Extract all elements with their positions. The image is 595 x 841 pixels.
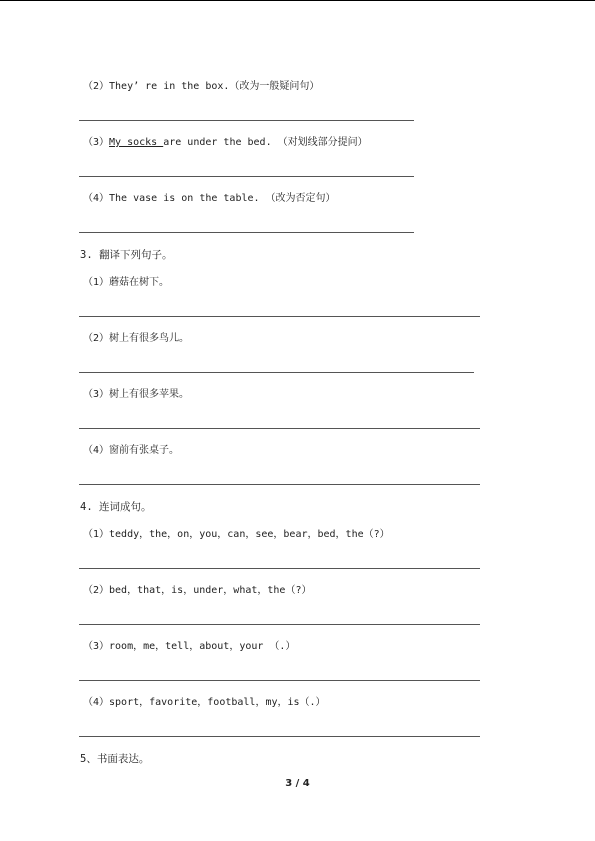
section-5-heading: 5、书面表达。 <box>80 753 150 765</box>
answer-line <box>79 232 414 233</box>
question-4-4: （4）sport，favorite，football，my，is（.） <box>83 697 326 708</box>
answer-line <box>79 176 414 177</box>
answer-line <box>79 484 480 485</box>
answer-line <box>79 624 480 625</box>
section-3-heading: 3. 翻译下列句子。 <box>80 249 173 261</box>
underlined-phrase: My socks <box>109 137 164 148</box>
page-number: 3 / 4 <box>285 778 310 789</box>
answer-line <box>79 120 414 121</box>
question-3-3: （3）树上有很多苹果。 <box>83 389 190 400</box>
question-3-1: （1）蘑菇在树下。 <box>83 277 170 288</box>
question-2-2: （2）They’ re in the box.（改为一般疑问句） <box>83 81 320 92</box>
question-3-2: （2）树上有很多鸟儿。 <box>83 333 190 344</box>
question-2-4: （4）The vase is on the table. （改为否定句） <box>83 193 336 204</box>
question-number: （3） <box>83 137 110 148</box>
question-3-4: （4）窗前有张桌子。 <box>83 445 180 456</box>
page-top-border <box>0 0 595 1</box>
answer-line <box>79 428 480 429</box>
answer-line <box>79 568 480 569</box>
question-body: are under the bed. （对划线部分提问） <box>163 137 368 148</box>
answer-line <box>79 316 480 317</box>
answer-line <box>79 736 480 737</box>
answer-line <box>79 680 480 681</box>
question-4-2: （2）bed，that，is，under，what，the（?） <box>83 585 312 596</box>
answer-line <box>79 372 474 373</box>
question-2-3 <box>83 137 368 149</box>
question-4-3: （3）room，me，tell，about，your （.） <box>83 641 296 652</box>
section-4-heading: 4. 连词成句。 <box>80 501 152 513</box>
question-4-1: （1）teddy，the，on，you，can，see，bear，bed，the（?） <box>83 529 390 540</box>
